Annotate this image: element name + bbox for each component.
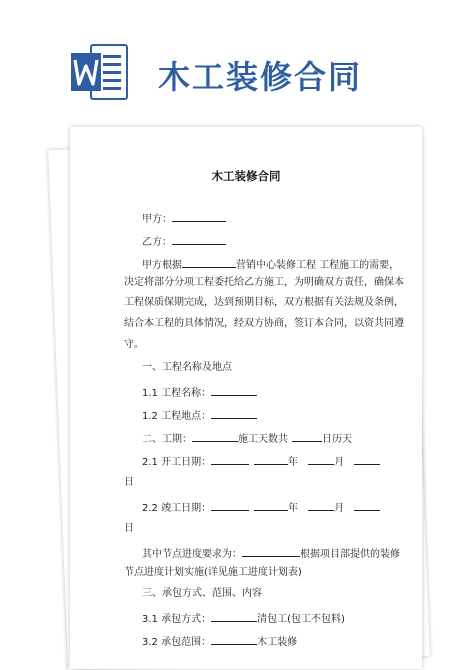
duration-line: 二、工期： 施工天数共 日历天: [142, 431, 352, 446]
paragraph-line: 结合本工程的具体情况，经双方协商，签订本合同，以资共同遵: [124, 318, 404, 329]
project-name-line: 1.1 工程名称：: [142, 385, 257, 400]
milestone-line: 节点进度计划实施(详见施工进度计划表): [124, 567, 302, 578]
project-location-line: 1.2 工程地点：: [142, 408, 257, 423]
paragraph-line: 守。: [124, 339, 144, 350]
section-heading: 一、工程名称及地点: [142, 362, 232, 373]
party-b-line: 乙方：: [142, 234, 226, 249]
header-title: 木工装修合同: [158, 58, 363, 96]
start-date-day: 日: [124, 477, 134, 488]
paragraph-line: 工程保质保期完成，达到预期目标，双方根据有关法规及条例，: [124, 297, 404, 308]
header: [0, 0, 474, 120]
milestone-line: 其中节点进度要求为： 根据项目部提供的装修: [142, 546, 400, 561]
party-a-line: 甲方：: [142, 211, 226, 226]
word-document-icon: [69, 41, 131, 103]
document-page: [70, 127, 422, 669]
contract-mode-line: 3.1 承包方式： 清包工(包工不包料): [142, 611, 345, 626]
section-heading: 三、承包方式、范围、内容: [142, 588, 262, 599]
document-title: 木工装修合同: [211, 169, 281, 183]
paragraph-line: 决定将部分分项工程委托给乙方施工，为明确双方责任，确保本: [124, 277, 404, 288]
completion-date-line: 2.2 竣工日期： 年 月: [142, 500, 380, 515]
contract-scope-line: 3.2 承包范围： 木工装修: [142, 634, 297, 649]
paragraph-line: 甲方根据 营销中心装修工程 工程施工的需要，: [142, 257, 399, 272]
start-date-line: 2.1 开工日期： 年 月: [142, 454, 380, 469]
completion-date-day: 日: [124, 523, 134, 534]
